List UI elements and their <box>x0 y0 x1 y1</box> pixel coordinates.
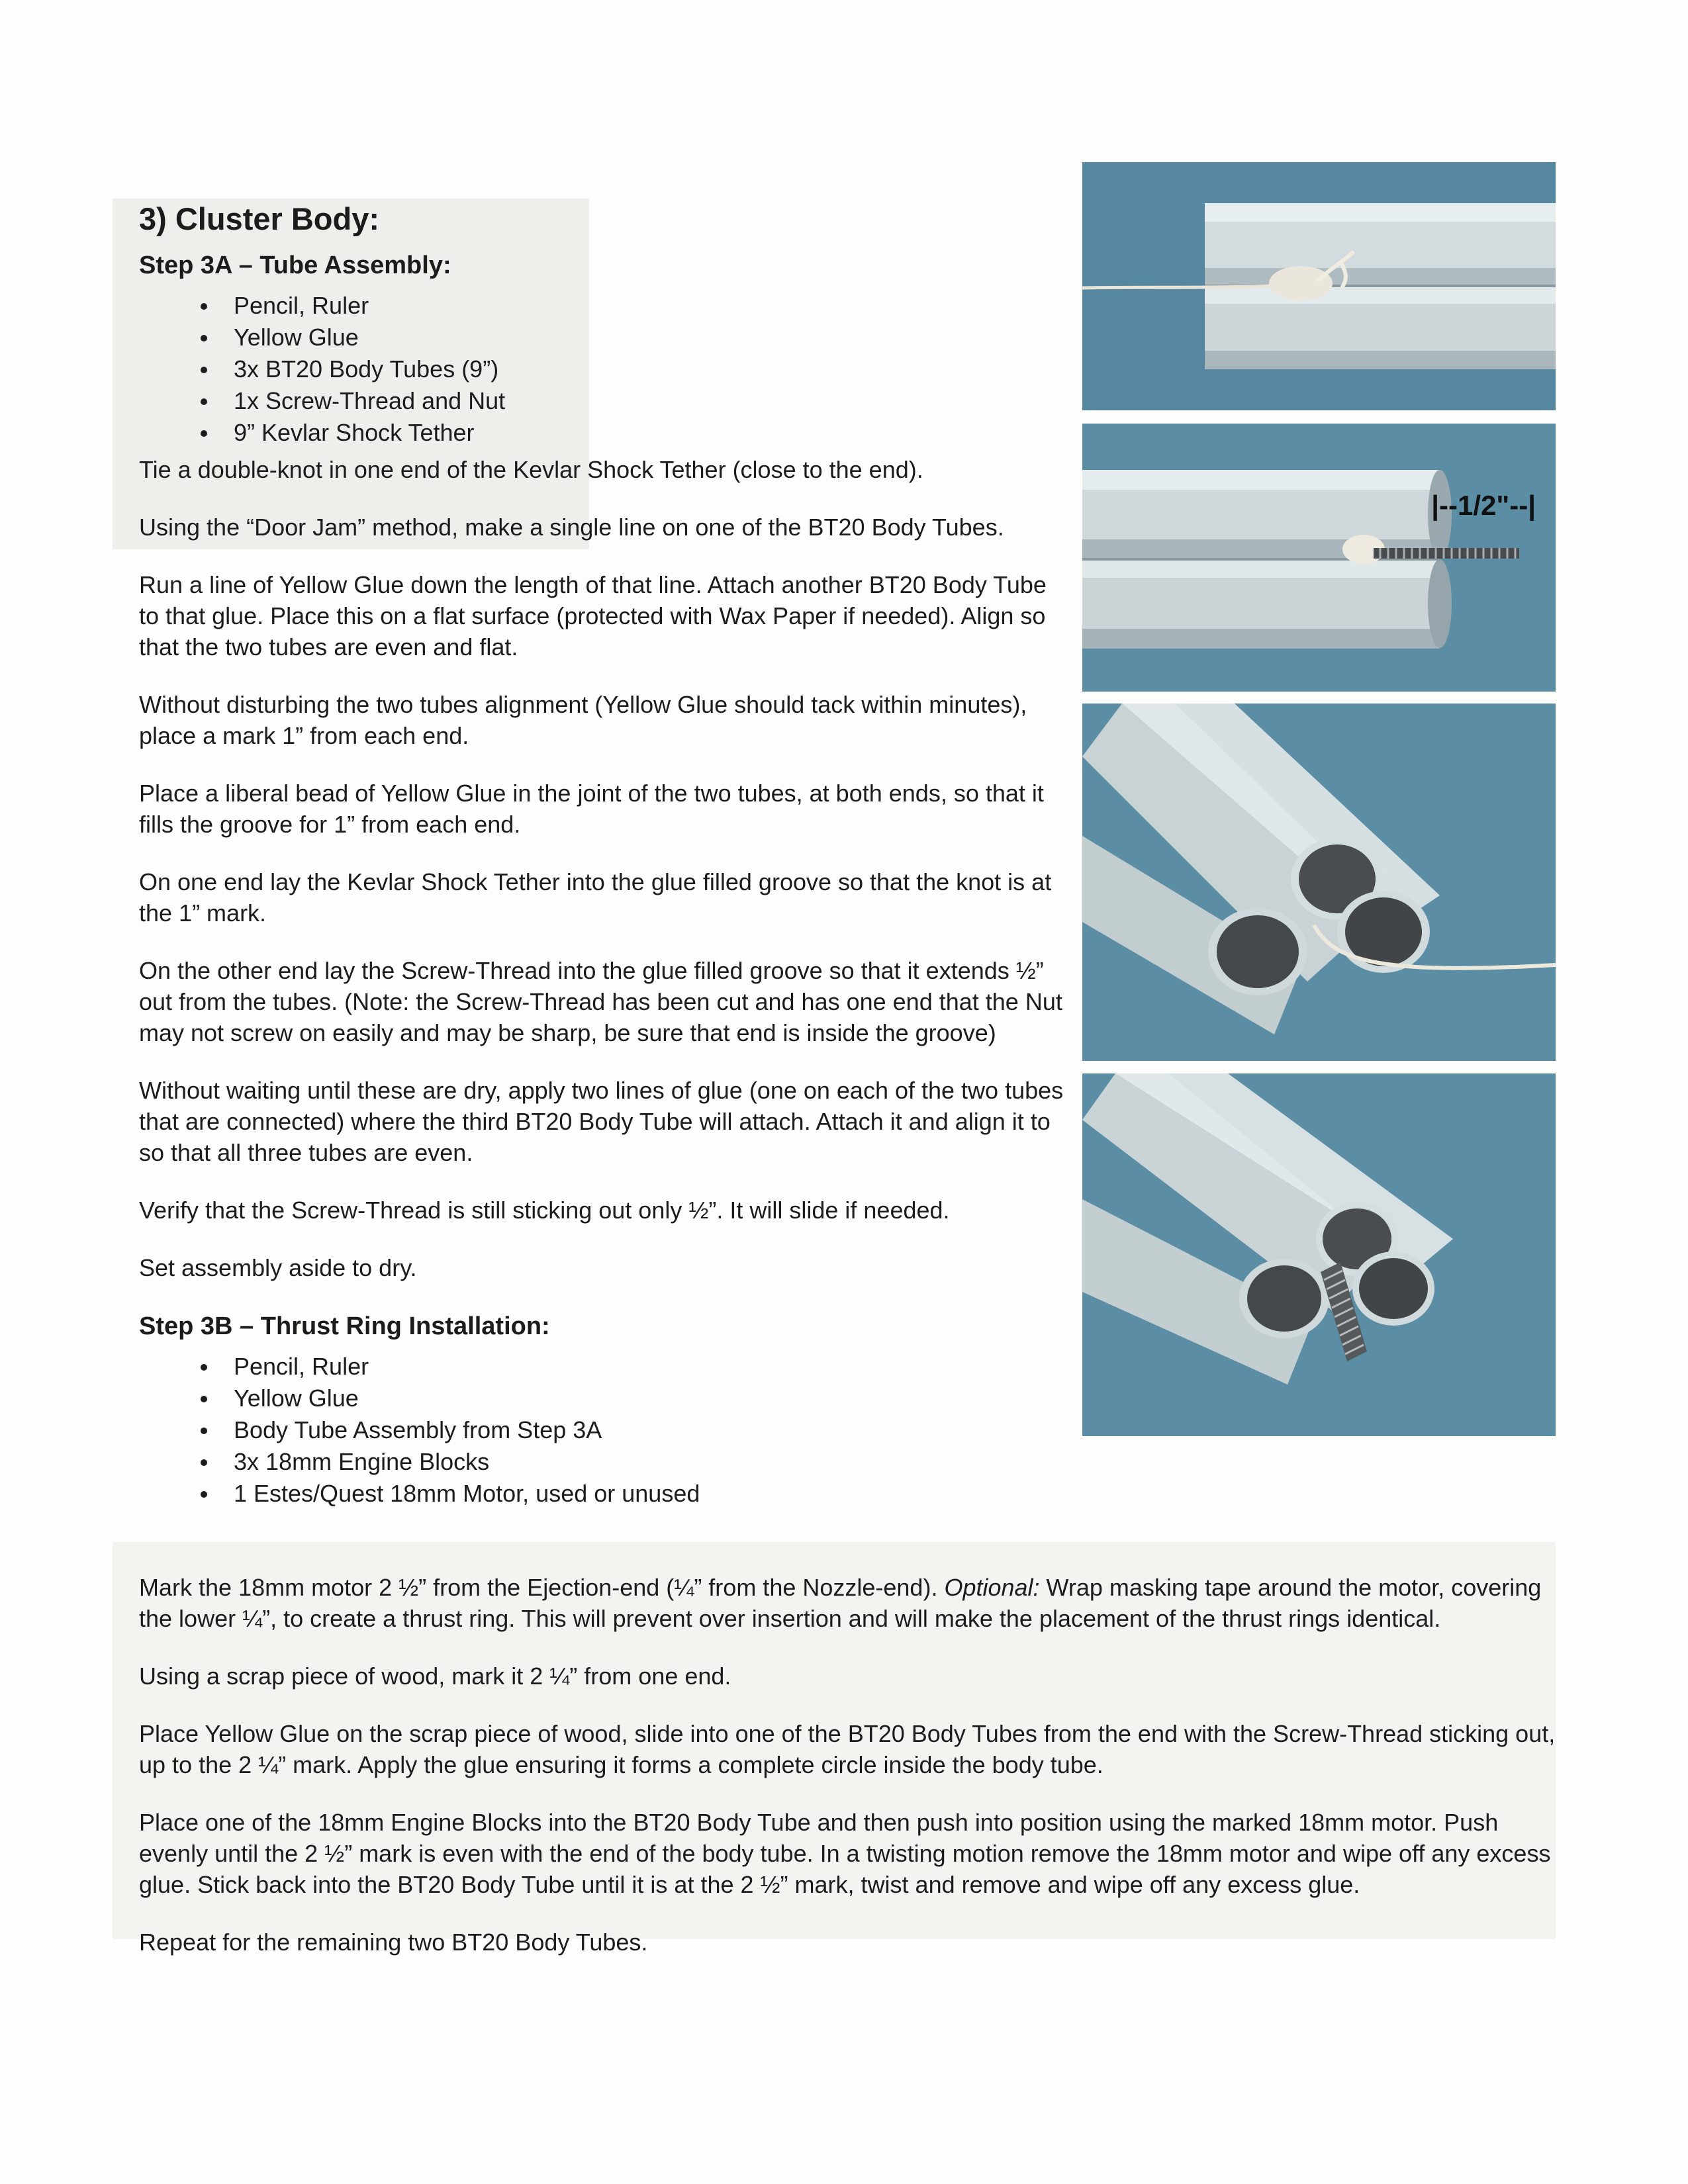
half-inch-measure-label: |--1/2"--| <box>1431 490 1536 521</box>
optional-label: Optional: <box>944 1574 1040 1601</box>
step3a-paragraph: Tie a double-knot in one end of the Kevlar Shock Tether (close to the end). <box>139 456 923 483</box>
step3a-paragraph: Place a liberal bead of Yellow Glue in the joint of the two tubes, at both ends, so that it fills the groove for 1” from each end. <box>139 780 1044 838</box>
step3a-paragraph: On the other end lay the Screw-Thread into the glue filled groove so that it extends ½” out from the tubes. (Note: the Screw-Thread has been cut and has one end that the Nut may not screw on easily and may be sharp, be sure that end is inside the groove) <box>139 957 1062 1046</box>
step3a-paragraph: Without disturbing the two tubes alignment (Yellow Glue should tack within minutes), place a mark 1” from each end. <box>139 691 1027 749</box>
photo-three-tubes-screw <box>1082 1073 1556 1436</box>
step3a-paragraph: Using the “Door Jam” method, make a single line on one of the BT20 Body Tubes. <box>139 514 1004 541</box>
step3-text-column <box>139 199 1066 1515</box>
photo-screw-thread <box>1082 424 1556 692</box>
photo-three-tubes-tether-image <box>1082 704 1556 1061</box>
step3a-paragraph: On one end lay the Kevlar Shock Tether into the glue filled groove so that the knot is at the 1” mark. <box>139 868 1052 927</box>
list-item: 1x Screw-Thread and Nut <box>139 385 1066 417</box>
step3a-materials-list <box>139 290 1066 449</box>
step3b-paragraph: Using a scrap piece of wood, mark it 2 ¼” from one end. <box>139 1662 731 1690</box>
photo-three-tubes-screw-image <box>1082 1073 1556 1436</box>
step3b-materials-list <box>139 1351 1066 1510</box>
list-item: Pencil, Ruler <box>139 290 1066 322</box>
list-item: 3x BT20 Body Tubes (9”) <box>139 353 1066 385</box>
list-item: Body Tube Assembly from Step 3A <box>139 1414 1066 1446</box>
step3b-paragraph: Repeat for the remaining two BT20 Body Tubes. <box>139 1929 648 1956</box>
photo-screw-thread-image <box>1082 424 1556 692</box>
step3a-paragraph: Run a line of Yellow Glue down the length of that line. Attach another BT20 Body Tube to that glue. Place this on a flat surface (protected with Wax Paper if needed). Align so that the two tubes are even and flat. <box>139 571 1047 660</box>
list-item: 1 Estes/Quest 18mm Motor, used or unused <box>139 1478 1066 1510</box>
photo-three-tubes-tether <box>1082 704 1556 1061</box>
step3b-paragraph-motor-mark <box>139 1572 1556 1634</box>
motor-mark-text-cont: Wrap masking tape around the motor, covering the lower ¼”, to create a thrust ring. This will prevent over insertion and will make the placement of the thrust rings identical. <box>139 1574 1542 1632</box>
step3a-paragraph: Verify that the Screw-Thread is still sticking out only ½”. It will slide if needed. <box>139 1197 950 1224</box>
step3b-instructions <box>139 1572 1556 1958</box>
section-title: 3) Cluster Body: <box>139 201 379 236</box>
step3a-paragraph: Without waiting until these are dry, apply two lines of glue (one on each of the two tubes that are connected) where the third BT20 Body Tube will attach. Attach it and align it to so that all three tubes are even. <box>139 1077 1064 1166</box>
photo-two-tubes-tether-image <box>1082 162 1556 410</box>
step3a-paragraph: Set assembly aside to dry. <box>139 1254 417 1281</box>
motor-mark-text: Mark the 18mm motor 2 ½” from the Ejection-end (¼” from the Nozzle-end). <box>139 1574 945 1601</box>
list-item: Yellow Glue <box>139 322 1066 353</box>
list-item: 3x 18mm Engine Blocks <box>139 1446 1066 1478</box>
list-item: Pencil, Ruler <box>139 1351 1066 1383</box>
step3b-paragraph: Place one of the 18mm Engine Blocks into the BT20 Body Tube and then push into position using the marked 18mm motor. Push evenly until the 2 ½” mark is even with the end of the body tube. In a twisting motion remove the 18mm motor and wipe off any excess glue. Stick back into the BT20 Body Tube until it is at the 2 ½” mark, twist and remove and wipe off any excess glue. <box>139 1809 1551 1898</box>
step3b-paragraph: Place Yellow Glue on the scrap piece of wood, slide into one of the BT20 Body Tubes from the end with the Screw-Thread sticking out, up to the 2 ¼” mark. Apply the glue ensuring it forms a complete circle inside the body tube. <box>139 1720 1556 1778</box>
step3a-heading: Step 3A – Tube Assembly: <box>139 251 451 279</box>
list-item: 9” Kevlar Shock Tether <box>139 417 1066 449</box>
step3b-heading: Step 3B – Thrust Ring Installation: <box>139 1312 550 1340</box>
photo-two-tubes-tether <box>1082 162 1556 410</box>
list-item: Yellow Glue <box>139 1383 1066 1414</box>
